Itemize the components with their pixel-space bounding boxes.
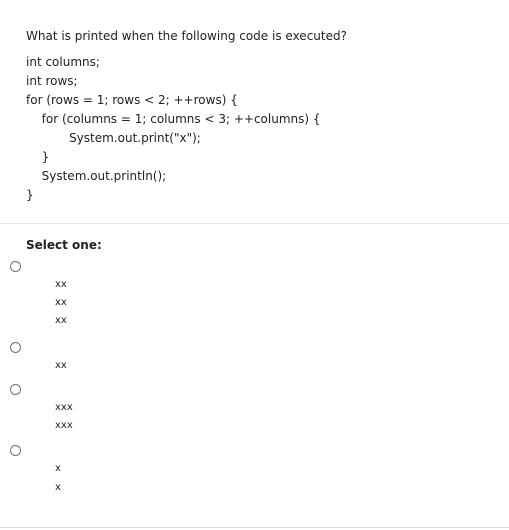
option-line: xx xyxy=(55,315,67,326)
code-line: System.out.print("x"); xyxy=(50,131,201,145)
question-text: What is printed when the following code is executed? xyxy=(26,29,347,43)
radio-button[interactable] xyxy=(10,261,21,272)
option-line: xx xyxy=(55,297,67,308)
radio-button[interactable] xyxy=(10,342,21,353)
option-line: x xyxy=(55,482,61,493)
code-line: int columns; xyxy=(26,55,100,69)
option-line: xx xyxy=(55,279,67,290)
code-line: } xyxy=(34,150,50,164)
option-line: xx xyxy=(55,360,67,371)
radio-button[interactable] xyxy=(10,384,21,395)
code-line: for (rows = 1; rows < 2; ++rows) { xyxy=(26,93,238,107)
option-line: xxx xyxy=(55,402,73,413)
option-line: xxx xyxy=(55,420,73,431)
code-line: System.out.println(); xyxy=(34,169,167,183)
radio-button[interactable] xyxy=(10,445,21,456)
select-one-label: Select one: xyxy=(26,238,102,252)
bottom-divider xyxy=(0,527,509,528)
code-line: int rows; xyxy=(26,74,78,88)
code-line: } xyxy=(26,188,34,202)
code-line: for (columns = 1; columns < 3; ++columns) { xyxy=(34,112,321,126)
option-line: x xyxy=(55,463,61,474)
divider xyxy=(0,223,509,224)
